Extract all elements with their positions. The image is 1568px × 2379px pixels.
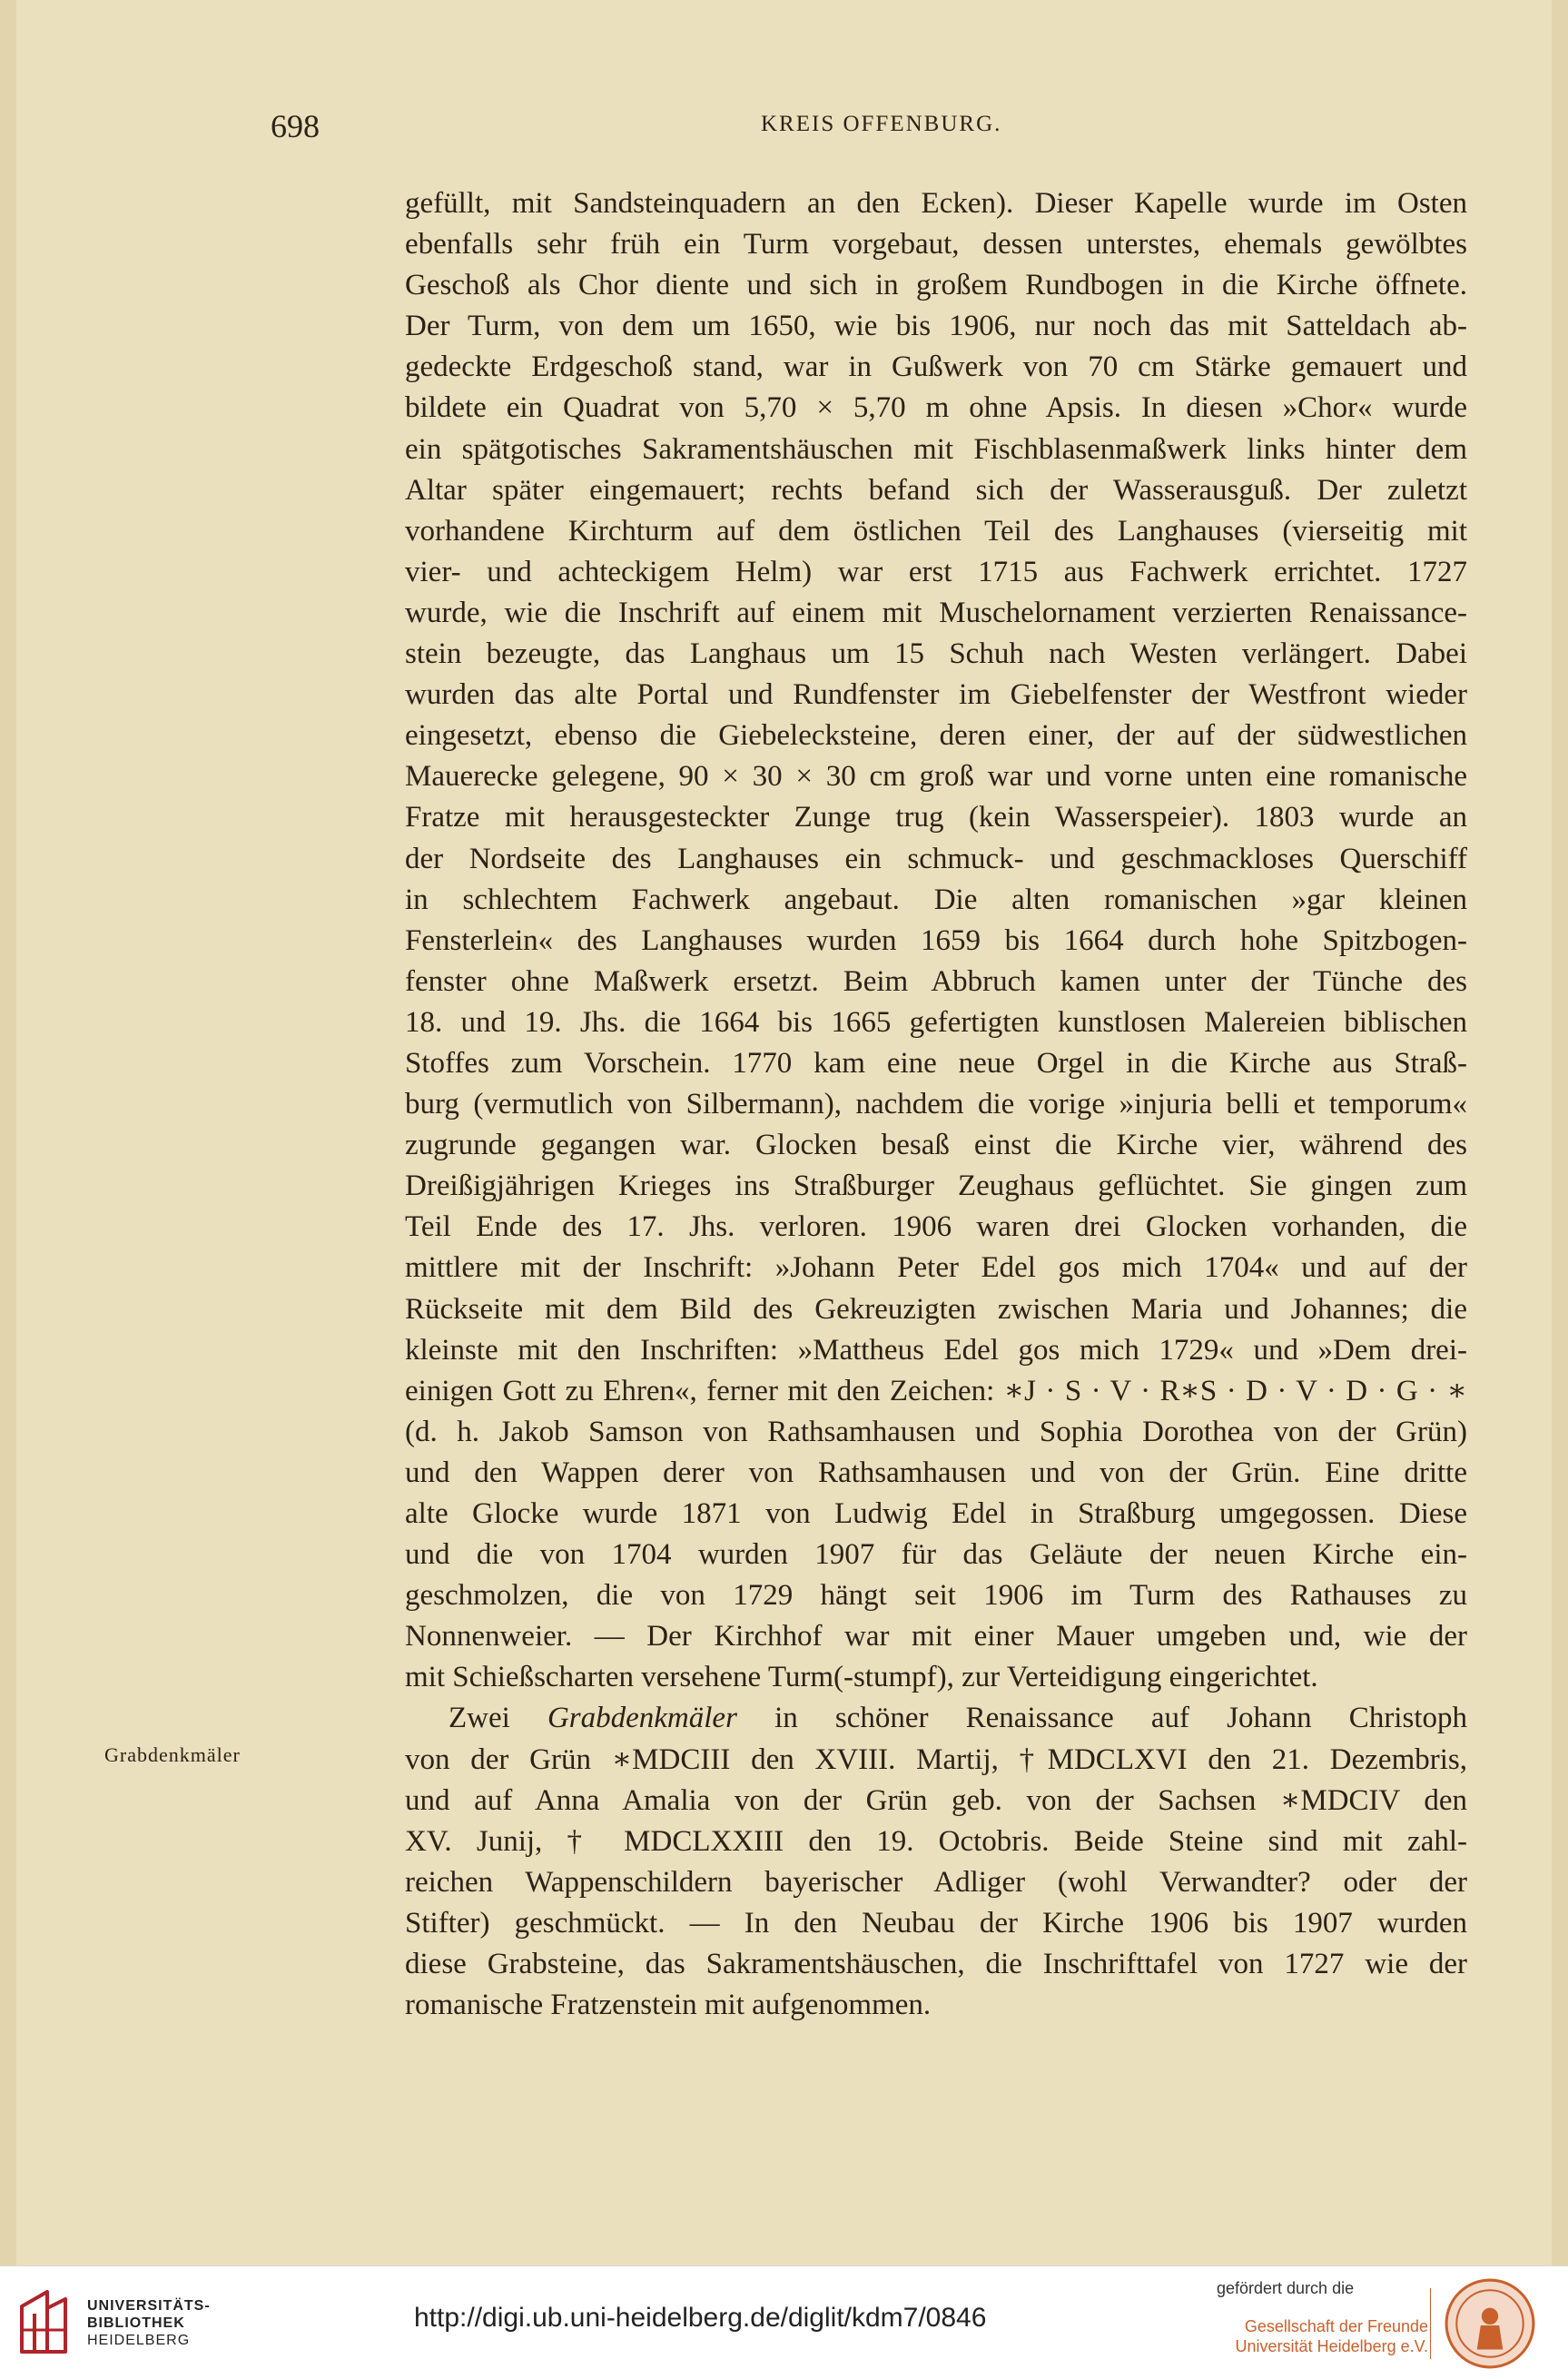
university-seal-icon	[1444, 2277, 1536, 2370]
text-line: (d. h. Jakob Samson von Rathsamhausen und Sophia Dorothea von der Grün)	[405, 1415, 1467, 1448]
text-line: kleinste mit den Inschriften: »Mattheus Edel gos mich 1729« und »Dem drei-	[405, 1333, 1467, 1367]
text-line: vorhandene Kirchturm auf dem östlichen Teil des Langhauses (vierseitig mit	[405, 514, 1467, 548]
text-line: wurde, wie die Inschrift auf einem mit Muschelornament verzierten Renaissance-	[405, 596, 1467, 629]
text-line: bildete ein Quadrat von 5,70 × 5,70 m ohne Apsis. In diesen »Chor« wurde	[405, 391, 1467, 425]
text-line: in schlechtem Fachwerk angebaut. Die alten romanischen »gar kleinen	[405, 883, 1467, 916]
text-line: und auf Anna Amalia von der Grün geb. von der Sachsen ∗MDCIV den	[405, 1783, 1467, 1817]
library-name-line: UNIVERSITÄTS-	[87, 2298, 211, 2314]
text-line: mit Schießscharten versehene Turm(-stumpf), zur Verteidigung eingerichtet.	[405, 1661, 1318, 1694]
page-left-edge	[0, 0, 16, 2266]
funded-by-label: gefördert durch die	[1217, 2279, 1355, 2297]
page-number: 698	[271, 108, 320, 144]
text-line: Stoffes zum Vorschein. 1770 kam eine neue Orgel in die Kirche aus Straß-	[405, 1046, 1467, 1080]
text-line: diese Grabsteine, das Sakramentshäuschen, die Inschrifttafel von 1727 wie der	[405, 1948, 1467, 1981]
text-line: romanische Fratzenstein mit aufgenommen.	[405, 1989, 932, 2022]
library-name-line: HEIDELBERG	[87, 2333, 191, 2348]
page-right-edge	[1552, 0, 1568, 2266]
society-name-line: Universität Heidelberg e.V.	[1235, 2337, 1428, 2355]
text-line: Nonnenweier. — Der Kirchhof war mit einer Mauer umgeben und, wie der	[405, 1620, 1467, 1653]
text-line: Teil Ende des 17. Jhs. verloren. 1906 waren drei Glocken vorhanden, die	[405, 1210, 1467, 1244]
text-line: ein spätgotisches Sakramentshäuschen mit Fischblasenmaßwerk links hinter dem	[405, 432, 1467, 466]
text-line: und den Wappen derer von Rathsamhausen und von der Grün. Eine dritte	[405, 1456, 1467, 1489]
text-line: stein bezeugte, das Langhaus um 15 Schuh nach Westen verlängert. Dabei	[405, 637, 1467, 671]
marginal-note: Grabdenkmäler	[104, 1743, 241, 1766]
text-line: ebenfalls sehr früh ein Turm vorgebaut, dessen unterstes, ehemals gewölbtes	[405, 228, 1467, 262]
text-line: Dreißigjährigen Krieges ins Straßburger Zeughaus geflüchtet. Sie gingen zum	[405, 1170, 1467, 1203]
text-line: Rückseite mit dem Bild des Gekreuzigten zwischen Maria und Johannes; die	[405, 1292, 1467, 1326]
footer-divider	[1430, 2288, 1431, 2359]
running-head: KREIS OFFENBURG.	[761, 112, 1002, 136]
text-line: Altar später eingemauert; rechts befand sich der Wasserausguß. Der zuletzt	[405, 473, 1467, 507]
text-line: reichen Wappenschildern bayerischer Adliger (wohl Verwandter? oder der	[405, 1865, 1467, 1899]
grabdenkmaeler-term: Grabdenkmäler	[547, 1702, 737, 1735]
text-line: Geschoß als Chor diente und sich in großem Rundbogen in die Kirche öffnete.	[405, 269, 1467, 302]
text-line: einigen Gott zu Ehren«, ferner mit den Zeichen: ∗J · S · V · R∗S · D · V · D · G · ∗	[405, 1374, 1467, 1407]
text-line: gedeckte Erdgeschoß stand, war in Gußwerk von 70 cm Stärke gemauert und	[405, 350, 1467, 384]
library-name-line: BIBLIOTHEK	[87, 2315, 185, 2331]
text-line: Der Turm, von dem um 1650, wie bis 1906, nur noch das mit Satteldach ab-	[405, 310, 1467, 343]
text-line: alte Glocke wurde 1871 von Ludwig Edel in Straßburg umgegossen. Diese	[405, 1497, 1467, 1530]
text-line: mittlere mit der Inschrift: »Johann Peter Edel gos mich 1704« und auf der	[405, 1251, 1467, 1285]
text-line: von der Grün ∗MDCIII den XVIII. Martij, †MDCLXVI den 21. Dezembris,	[405, 1742, 1467, 1776]
text-line: XV. Junij, † MDCLXXIII den 19. Octobris. Beide Steine sind mit zahl-	[405, 1824, 1467, 1858]
society-name-line: Gesellschaft der Freunde	[1244, 2317, 1428, 2335]
text-line: vier- und achteckigem Helm) war erst 1715 aus Fachwerk errichtet. 1727	[405, 555, 1467, 588]
grabdenkmaeler-heading-line	[405, 1698, 1467, 1739]
text-line: Fensterlein« des Langhauses wurden 1659 bis 1664 durch hohe Spitzbogen-	[405, 923, 1467, 957]
text-line: Stifter) geschmückt. — In den Neubau der Kirche 1906 bis 1907 wurden	[405, 1906, 1467, 1940]
viewer-footer	[0, 2265, 1568, 2379]
text-line: Mauerecke gelegene, 90 × 30 × 30 cm groß war und vorne unten eine romanische	[405, 760, 1467, 794]
text-line: gefüllt, mit Sandsteinquadern an den Ecken). Dieser Kapelle wurde im Osten	[405, 187, 1467, 220]
text-line: Fratze mit herausgesteckter Zunge trug (kein Wasserspeier). 1803 wurde an	[405, 801, 1467, 834]
text-line: eingesetzt, ebenso die Giebelecksteine, deren einer, der auf der südwestlichen	[405, 719, 1467, 753]
text-line: zugrunde gegangen war. Glocken besaß einst die Kirche vier, während des	[405, 1129, 1467, 1162]
society-name	[1219, 2316, 1428, 2356]
text-line: geschmolzen, die von 1729 hängt seit 1906 im Turm des Rathauses zu	[405, 1579, 1467, 1613]
text-line: 18. und 19. Jhs. die 1664 bis 1665 gefertigten kunstlosen Malereien biblischen	[405, 1005, 1467, 1039]
permalink-url[interactable]: http://digi.ub.uni-heidelberg.de/diglit/kdm7/0846	[414, 2303, 987, 2333]
ub-heidelberg-logo-icon	[16, 2288, 71, 2359]
text-span: Zwei	[449, 1702, 547, 1735]
text-line: burg (vermutlich von Silbermann), nachdem die vorige »injuria belli et temporum«	[405, 1088, 1467, 1121]
text-line: fenster ohne Maßwerk ersetzt. Beim Abbruch kamen unter der Tünche des	[405, 964, 1467, 998]
text-line: wurden das alte Portal und Rundfenster im Giebelfenster der Westfront wieder	[405, 678, 1467, 712]
library-name	[87, 2297, 211, 2349]
text-line: der Nordseite des Langhauses ein schmuck- und geschmackloses Querschiff	[405, 842, 1467, 875]
text-span: in schöner Renaissance auf Johann Christoph	[736, 1702, 1467, 1735]
body-text	[405, 183, 1467, 2026]
text-line: und die von 1704 wurden 1907 für das Geläute der neuen Kirche ein-	[405, 1538, 1467, 1572]
